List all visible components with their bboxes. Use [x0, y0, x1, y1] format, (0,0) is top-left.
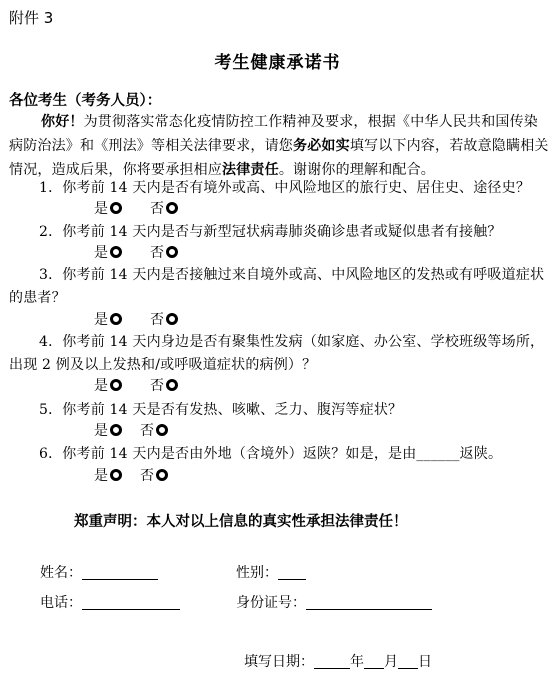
radio-icon[interactable] [166, 246, 178, 258]
question-2: 2．你考前 14 天内是否与新型冠状病毒肺炎确诊患者或疑似患者有接触？ [39, 224, 502, 240]
question-1: 1．你考前 14 天内是否有境外或高、中风险地区的旅行史、居住史、途径史？ [39, 180, 531, 196]
question-6: 6．你考前 14 天内是否由外地（含境外）返陕？如是，是由______返陕。 [39, 446, 503, 462]
option-no-label: 否 [150, 378, 164, 394]
phone-field[interactable] [40, 592, 180, 612]
date-field[interactable] [244, 651, 432, 671]
question-3: 3．你考前 14 天内是否接触过来自境外或高、中风险地区的发热或有呼吸道症状的患者？ [9, 267, 545, 306]
page-title: 考生健康承诺书 [214, 53, 341, 73]
question-5: 5．你考前 14 天是否有发热、咳嗽、乏力、腹泻等症状？ [39, 402, 403, 418]
intro-emphasis-1: 务必如实 [293, 138, 350, 154]
radio-icon[interactable] [156, 424, 168, 436]
option-no-label: 否 [150, 245, 164, 261]
radio-icon[interactable] [166, 313, 178, 325]
radio-icon[interactable] [110, 246, 122, 258]
option-yes[interactable] [94, 421, 122, 441]
question-5-options [94, 421, 196, 441]
radio-icon[interactable] [110, 202, 122, 214]
option-no[interactable] [140, 466, 168, 486]
intro-text-2: 填写以下内容，若故意隐瞒相关情况，造成后果，你将要承担相应 [9, 138, 549, 178]
gender-input[interactable] [278, 565, 306, 580]
id-number-input[interactable] [306, 595, 432, 610]
option-yes[interactable] [94, 376, 122, 396]
day-input[interactable] [398, 654, 418, 669]
question-1-options [94, 199, 206, 219]
option-yes[interactable] [94, 243, 122, 263]
option-yes[interactable] [94, 310, 122, 330]
option-no[interactable] [150, 310, 178, 330]
attachment-label: 附件 3 [9, 9, 54, 27]
option-no[interactable] [150, 243, 178, 263]
name-field[interactable] [40, 562, 158, 582]
radio-icon[interactable] [166, 202, 178, 214]
intro-text-3: 。谢谢你的理解和配合。 [278, 162, 436, 178]
month-input[interactable] [364, 654, 384, 669]
option-no-label: 否 [140, 468, 154, 484]
radio-icon[interactable] [110, 469, 122, 481]
option-no[interactable] [150, 199, 178, 219]
name-label: 姓名： [40, 565, 82, 581]
gender-label: 性别： [236, 565, 278, 581]
option-yes[interactable] [94, 199, 122, 219]
option-no-label: 否 [150, 312, 164, 328]
intro-text-1: 为贯彻落实常态化疫情防控工作精神及要求，根据《中华人民共和国传染病防治法》和《刑法》等相关法律要求，请您 [9, 114, 539, 154]
day-label: 日 [418, 654, 432, 670]
phone-input[interactable] [82, 595, 180, 610]
question-3-options [94, 310, 206, 330]
option-yes[interactable] [94, 466, 122, 486]
id-number-label: 身份证号： [236, 595, 306, 611]
year-label: 年 [350, 654, 364, 670]
addressee: 各位考生（考务人员）： [9, 92, 162, 109]
option-yes-label: 是 [94, 312, 108, 328]
question-2-options [94, 243, 206, 263]
gender-field[interactable] [236, 562, 306, 582]
question-6-options [94, 466, 196, 486]
month-label: 月 [384, 654, 398, 670]
option-yes-label: 是 [94, 201, 108, 217]
id-number-field[interactable] [236, 592, 432, 612]
option-yes-label: 是 [94, 245, 108, 261]
year-input[interactable] [314, 654, 350, 669]
option-yes-label: 是 [94, 378, 108, 394]
option-no[interactable] [140, 421, 168, 441]
radio-icon[interactable] [110, 424, 122, 436]
radio-icon[interactable] [110, 313, 122, 325]
intro-paragraph [9, 110, 549, 182]
option-no[interactable] [150, 376, 178, 396]
radio-icon[interactable] [156, 469, 168, 481]
option-yes-label: 是 [94, 423, 108, 439]
question-4-options [94, 376, 206, 396]
radio-icon[interactable] [110, 379, 122, 391]
intro-greeting: 你好！ [41, 114, 84, 130]
intro-emphasis-2: 法律责任 [222, 162, 279, 178]
option-no-label: 否 [150, 201, 164, 217]
name-input[interactable] [82, 565, 158, 580]
date-label: 填写日期： [244, 654, 314, 670]
option-yes-label: 是 [94, 468, 108, 484]
question-4: 4．你考前 14 天内身边是否有聚集性发病（如家庭、办公室、学校班级等场所，出现 2 例及以上发热和/或呼吸道症状的病例）？ [9, 334, 545, 373]
option-no-label: 否 [140, 423, 154, 439]
radio-icon[interactable] [166, 379, 178, 391]
declaration: 郑重声明：本人对以上信息的真实性承担法律责任！ [74, 513, 408, 530]
phone-label: 电话： [40, 595, 82, 611]
